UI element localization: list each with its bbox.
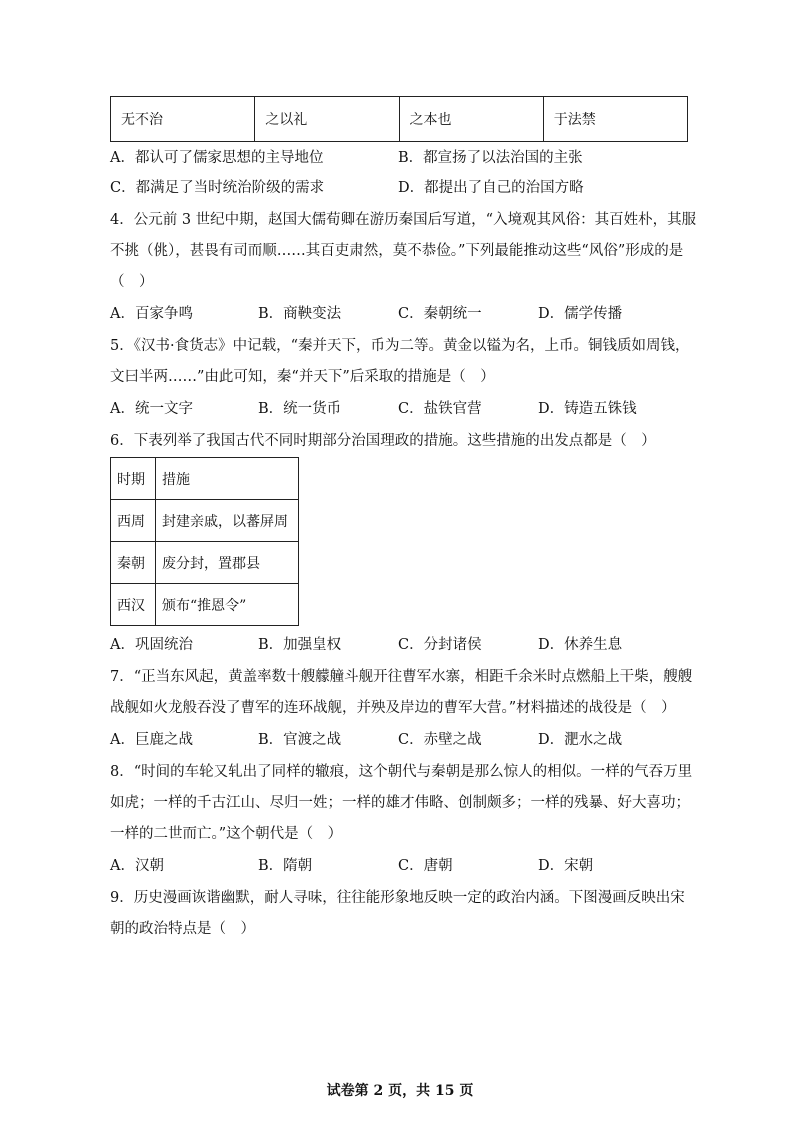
top-table [110,96,688,142]
q9-line-2: 朝的政治特点是（ ） [110,921,255,937]
table-cell: 西汉 [111,584,156,626]
table-cell: 废分封，置郡县 [156,542,299,584]
table-cell: 时期 [111,458,156,500]
table-row [111,458,299,500]
q6-option-b: B．加强皇权 [258,637,342,653]
q5-line-2: 文曰半两……”由此可知，秦“并天下”后采取的措施是（ ） [110,369,495,385]
q4-option-b: B．商鞅变法 [258,306,342,322]
table-cell: 之以礼 [255,97,399,142]
q5-option-d: D．铸造五铢钱 [538,401,637,417]
q8-option-b: B．隋朝 [258,858,313,874]
q4-option-a: A．百家争鸣 [110,306,193,322]
q4-line-3: （ ） [110,274,154,290]
table-cell: 之本也 [399,97,543,142]
q3-option-c: C．都满足了当时统治阶级的需求 [110,180,325,196]
q4-line-2: 不挑（佻），甚畏有司而顺……其百吏肃然，莫不恭俭。”下列最能推动这些“风俗”形成的是 [110,243,684,259]
table-cell: 措施 [156,458,299,500]
period-table [110,457,299,626]
table-cell: 西周 [111,500,156,542]
q5-option-b: B．统一货币 [258,401,342,417]
q6-option-a: A．巩固统治 [110,637,193,653]
q7-option-c: C．赤壁之战 [398,732,482,748]
table-row [111,584,299,626]
q8-line-2: 如虎；一样的千古江山、尽归一姓；一样的雄才伟略、创制颇多；一样的残暴、好大喜功； [110,795,690,811]
q9-line-1: 9．历史漫画诙谐幽默，耐人寻味，往往能形象地反映一定的政治内涵。下图漫画反映出宋 [110,890,685,906]
table-cell: 颁布“推恩令” [156,584,299,626]
q5-line-1: 5．《汉书·食货志》中记载，“秦并天下，币为二等。黄金以镒为名，上币。铜钱质如周钱， [110,338,690,354]
q8-line-1: 8．“时间的车轮又轧出了同样的辙痕，这个朝代与秦朝是那么惊人的相似。一样的气吞万里 [110,764,693,780]
q3-option-a: A．都认可了儒家思想的主导地位 [110,150,324,166]
q6-option-c: C．分封诸侯 [398,637,482,653]
q7-option-b: B．官渡之战 [258,732,342,748]
q7-option-d: D．淝水之战 [538,732,623,748]
table-row [111,500,299,542]
q5-option-a: A．统一文字 [110,401,193,417]
q4-line-1: 4．公元前 3 世纪中期，赵国大儒荀卿在游历秦国后写道，“入境观其风俗：其百姓朴，其服 [110,212,697,228]
table-cell: 于法禁 [543,97,687,142]
table-cell: 封建亲戚，以蕃屏周 [156,500,299,542]
q5-option-c: C．盐铁官营 [398,401,482,417]
table-row [111,542,299,584]
table-cell: 秦朝 [111,542,156,584]
q7-line-1: 7．“正当东风起，黄盖率数十艘艨艟斗舰开往曹军水寨，相距千余米时点燃船上干柴，艘艘 [110,669,693,685]
q8-line-3: 一样的二世而亡。”这个朝代是（ ） [110,826,343,842]
q6-line-1: 6．下表列举了我国古代不同时期部分治国理政的措施。这些措施的出发点都是（ ） [110,433,656,449]
q3-option-d: D．都提出了自己的治国方略 [398,180,584,196]
q7-line-2: 战舰如火龙般吞没了曹军的连环战舰，并殃及岸边的曹军大营。”材料描述的战役是（ ） [110,700,676,716]
page-footer: 试卷第 2 页，共 15 页 [326,1083,474,1099]
q4-option-c: C．秦朝统一 [398,306,482,322]
q4-option-d: D．儒学传播 [538,306,623,322]
q8-option-c: C．唐朝 [398,858,453,874]
q3-option-b: B．都宣扬了以法治国的主张 [398,150,583,166]
q8-option-a: A．汉朝 [110,858,164,874]
table-cell: 无不治 [111,97,255,142]
q7-option-a: A．巨鹿之战 [110,732,193,748]
q8-option-d: D．宋朝 [538,858,594,874]
q6-option-d: D．休养生息 [538,637,623,653]
table-row [111,97,688,142]
